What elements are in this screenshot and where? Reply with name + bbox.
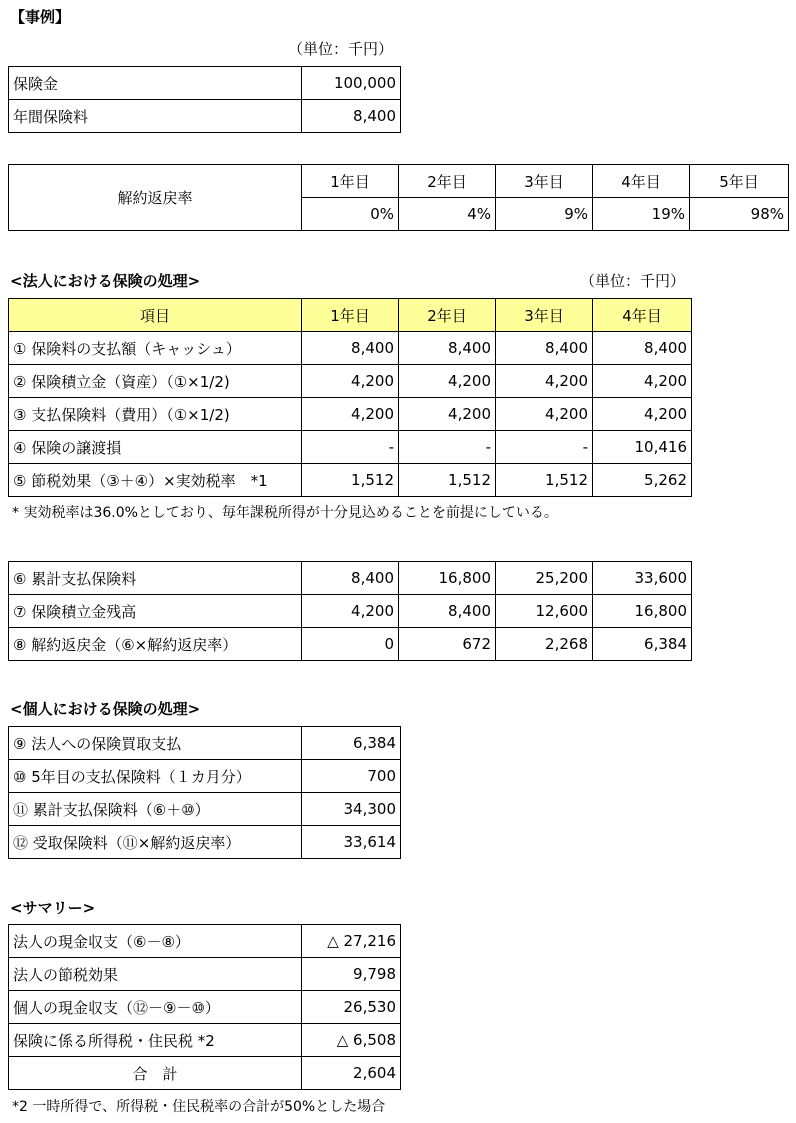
cell: 8,400 bbox=[399, 595, 496, 628]
table-row bbox=[9, 1057, 401, 1090]
cell: 34,300 bbox=[302, 793, 401, 826]
row-label: ③ 支払保険料（費用）（①×1/2) bbox=[9, 398, 302, 431]
table-row bbox=[9, 958, 401, 991]
tax-rate-note: * 実効税率は36.0%としており、毎年課税所得が十分見込めることを前提にしている。 bbox=[12, 505, 558, 521]
table-row bbox=[9, 464, 692, 497]
table-row bbox=[9, 760, 401, 793]
summary-section-title: <サマリー> bbox=[10, 899, 96, 917]
cell: 26,530 bbox=[302, 991, 401, 1024]
row-label: ⑨ 法人への保険買取支払 bbox=[9, 727, 302, 760]
cell: 9,798 bbox=[302, 958, 401, 991]
cell: 4,200 bbox=[593, 398, 692, 431]
cell: 700 bbox=[302, 760, 401, 793]
cell: - bbox=[399, 431, 496, 464]
case-title: 【事例】 bbox=[10, 8, 71, 26]
cell: 1,512 bbox=[302, 464, 399, 497]
basic-label: 年間保険料 bbox=[9, 100, 302, 133]
basic-table bbox=[8, 66, 401, 133]
cell: 8,400 bbox=[496, 332, 593, 365]
cell: 4,200 bbox=[302, 365, 399, 398]
cell: 8,400 bbox=[593, 332, 692, 365]
row-label: ⑫ 受取保険料（⑪×解約返戻率） bbox=[9, 826, 302, 859]
total-value: 2,604 bbox=[302, 1057, 401, 1090]
cell: 5,262 bbox=[593, 464, 692, 497]
table-row bbox=[9, 991, 401, 1024]
rate-cell: 98% bbox=[690, 198, 789, 231]
row-label: ④ 保険の譲渡損 bbox=[9, 431, 302, 464]
table-row bbox=[9, 595, 692, 628]
corp-unit-label: （単位：千円） bbox=[580, 272, 686, 290]
table-row bbox=[9, 398, 692, 431]
table-row bbox=[9, 100, 401, 133]
row-label: ⑩ 5年目の支払保険料（１カ月分） bbox=[9, 760, 302, 793]
cell: 2,268 bbox=[496, 628, 593, 661]
row-label: ⑤ 節税効果（③＋④）×実効税率 *1 bbox=[9, 464, 302, 497]
row-label: ⑪ 累計支払保険料（⑥＋⑩） bbox=[9, 793, 302, 826]
cell: △ 6,508 bbox=[302, 1024, 401, 1057]
rate-cell: 4% bbox=[399, 198, 496, 231]
row-label: 保険に係る所得税・住民税 *2 bbox=[9, 1024, 302, 1057]
cell: △ 27,216 bbox=[302, 925, 401, 958]
cell: 4,200 bbox=[496, 365, 593, 398]
cell: 8,400 bbox=[302, 332, 399, 365]
table-row bbox=[9, 562, 692, 595]
cell: 4,200 bbox=[399, 398, 496, 431]
row-label: 法人の節税効果 bbox=[9, 958, 302, 991]
cell: - bbox=[302, 431, 399, 464]
year-header: 5年目 bbox=[690, 165, 789, 198]
cell: 10,416 bbox=[593, 431, 692, 464]
row-label: ⑥ 累計支払保険料 bbox=[9, 562, 302, 595]
summary-table bbox=[8, 924, 401, 1090]
cell: 4,200 bbox=[593, 365, 692, 398]
table-header-row bbox=[9, 299, 692, 332]
basic-label: 保険金 bbox=[9, 67, 302, 100]
personal-section-title: <個人における保険の処理> bbox=[10, 700, 201, 718]
cell: 16,800 bbox=[399, 562, 496, 595]
corp-section-title: <法人における保険の処理> bbox=[10, 272, 201, 290]
corp-table bbox=[8, 298, 692, 497]
table-row bbox=[9, 1024, 401, 1057]
corp-cumulative-table bbox=[8, 561, 692, 661]
year-header: 2年目 bbox=[399, 165, 496, 198]
table-row bbox=[9, 431, 692, 464]
rate-cell: 9% bbox=[496, 198, 593, 231]
cell: 8,400 bbox=[399, 332, 496, 365]
table-row bbox=[9, 67, 401, 100]
year-header: 1年目 bbox=[302, 165, 399, 198]
row-label: ① 保険料の支払額（キャッシュ） bbox=[9, 332, 302, 365]
cell: 1,512 bbox=[399, 464, 496, 497]
row-label: ② 保険積立金（資産）（①×1/2) bbox=[9, 365, 302, 398]
table-row bbox=[9, 628, 692, 661]
cell: 8,400 bbox=[302, 562, 399, 595]
row-label: ⑦ 保険積立金残高 bbox=[9, 595, 302, 628]
cell: 12,600 bbox=[496, 595, 593, 628]
header-cell: 4年目 bbox=[593, 299, 692, 332]
table-row bbox=[9, 925, 401, 958]
cell: 33,614 bbox=[302, 826, 401, 859]
cell: 6,384 bbox=[593, 628, 692, 661]
basic-value: 8,400 bbox=[302, 100, 401, 133]
header-cell: 1年目 bbox=[302, 299, 399, 332]
unit-label: （単位：千円） bbox=[288, 40, 394, 58]
table-row bbox=[9, 165, 789, 198]
table-row bbox=[9, 332, 692, 365]
surrender-label: 解約返戻率 bbox=[9, 165, 302, 231]
cell: 33,600 bbox=[593, 562, 692, 595]
cell: - bbox=[496, 431, 593, 464]
cell: 672 bbox=[399, 628, 496, 661]
table-row bbox=[9, 793, 401, 826]
cell: 0 bbox=[302, 628, 399, 661]
row-label: 個人の現金収支（⑫－⑨－⑩） bbox=[9, 991, 302, 1024]
cell: 16,800 bbox=[593, 595, 692, 628]
cell: 25,200 bbox=[496, 562, 593, 595]
surrender-table bbox=[8, 164, 789, 231]
cell: 1,512 bbox=[496, 464, 593, 497]
cell: 6,384 bbox=[302, 727, 401, 760]
row-label: 法人の現金収支（⑥－⑧） bbox=[9, 925, 302, 958]
table-row bbox=[9, 727, 401, 760]
rate-cell: 19% bbox=[593, 198, 690, 231]
cell: 4,200 bbox=[302, 398, 399, 431]
header-cell: 2年目 bbox=[399, 299, 496, 332]
personal-table bbox=[8, 726, 401, 859]
header-cell: 項目 bbox=[9, 299, 302, 332]
year-header: 3年目 bbox=[496, 165, 593, 198]
total-label: 合 計 bbox=[9, 1057, 302, 1090]
cell: 4,200 bbox=[302, 595, 399, 628]
rate-cell: 0% bbox=[302, 198, 399, 231]
cell: 4,200 bbox=[496, 398, 593, 431]
income-tax-note: *2 一時所得で、所得税・住民税率の合計が50%とした場合 bbox=[12, 1099, 386, 1115]
table-row bbox=[9, 365, 692, 398]
table-row bbox=[9, 826, 401, 859]
basic-value: 100,000 bbox=[302, 67, 401, 100]
year-header: 4年目 bbox=[593, 165, 690, 198]
row-label: ⑧ 解約返戻金（⑥×解約返戻率） bbox=[9, 628, 302, 661]
cell: 4,200 bbox=[399, 365, 496, 398]
header-cell: 3年目 bbox=[496, 299, 593, 332]
